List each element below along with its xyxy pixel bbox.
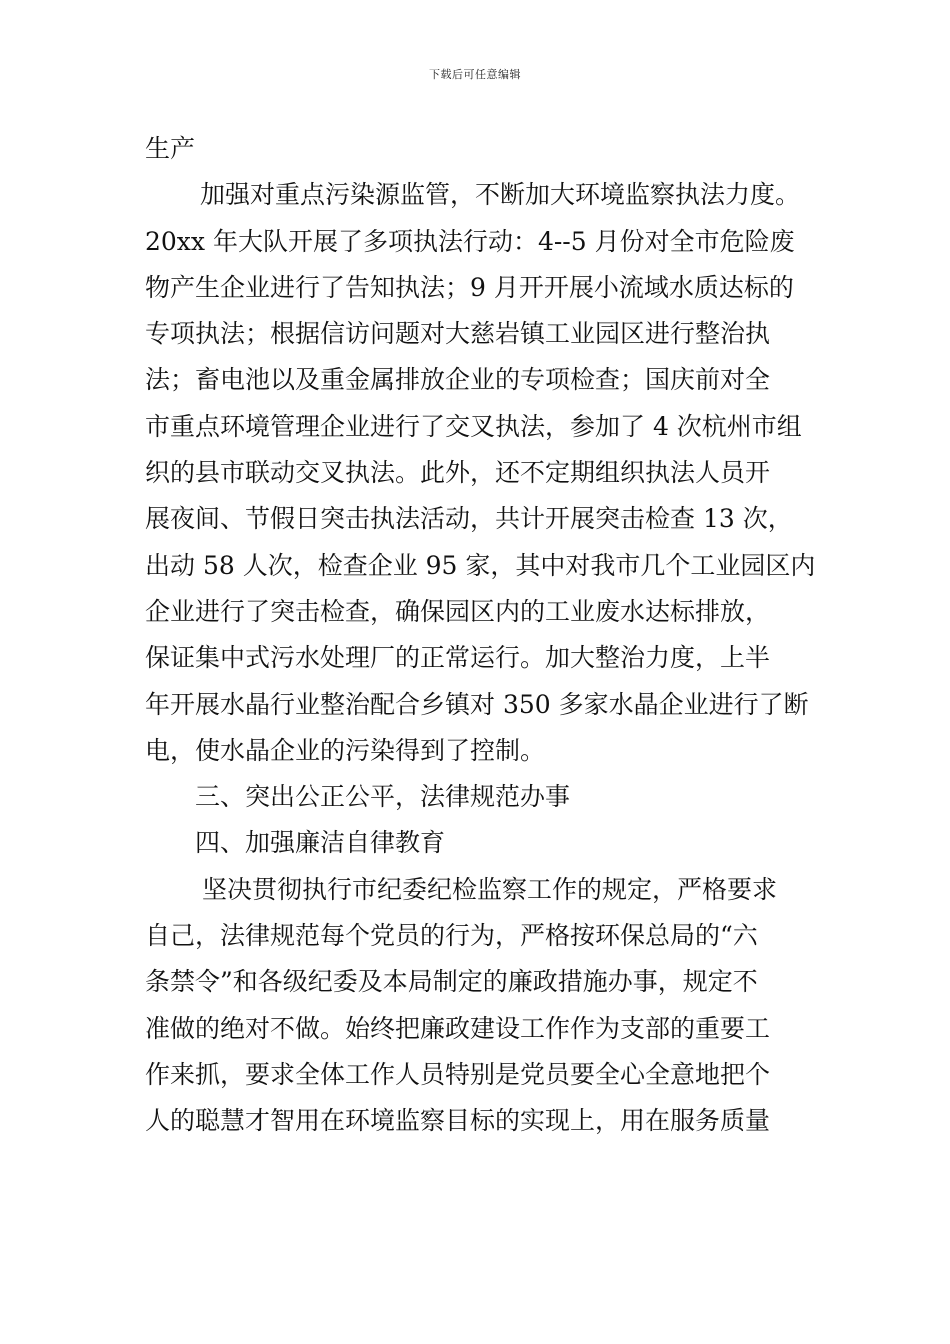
section-heading: 四、加强廉洁自律教育	[195, 828, 446, 858]
document-body	[145, 126, 816, 1145]
text-line: 专项执法；根据信访问题对大慈岩镇工业园区进行整治执	[145, 319, 771, 349]
text-line: 展夜间、节假日突击执法活动，共计开展突击检查 13 次，	[145, 504, 793, 534]
text-line: 物产生企业进行了告知执法；9 月开开展小流域水质达标的	[145, 272, 794, 302]
text-line: 人的聪慧才智用在环境监察目标的实现上，用在服务质量	[145, 1106, 771, 1136]
text-line: 条禁令”和各级纪委及本局制定的廉政措施办事，规定不	[145, 967, 758, 997]
text-line: 作来抓，要求全体工作人员特别是党员要全心全意地把个	[145, 1059, 771, 1089]
section-heading: 三、突出公正公平，法律规范办事	[195, 782, 571, 812]
text-line: 电，使水晶企业的污染得到了控制。	[145, 735, 546, 765]
text-line: 市重点环境管理企业进行了交叉执法，参加了 4 次杭州市组	[145, 411, 802, 441]
text-line: 自己，法律规范每个党员的行为，严格按环保总局的“六	[145, 921, 758, 951]
paragraph-start-line: 加强对重点污染源监管，不断加大环境监察执法力度。	[200, 180, 801, 210]
text-line: 织的县市联动交叉执法。此外，还不定期组织执法人员开	[145, 458, 771, 488]
text-line: 保证集中式污水处理厂的正常运行。加大整治力度，上半	[145, 643, 771, 673]
text-line: 法；畜电池以及重金属排放企业的专项检查；国庆前对全	[145, 365, 771, 395]
text-line: 企业进行了突击检查，确保园区内的工业废水达标排放，	[145, 596, 771, 626]
paragraph-start-line: 坚决贯彻执行市纪委纪检监察工作的规定，严格要求	[202, 874, 778, 904]
text-line: 年开展水晶行业整治配合乡镇对 350 多家水晶企业进行了断	[145, 689, 809, 719]
text-line: 出动 58 人次，检查企业 95 家，其中对我市几个工业园区内	[145, 550, 816, 580]
text-line: 准做的绝对不做。始终把廉政建设工作作为支部的重要工	[145, 1013, 771, 1043]
text-line: 生产	[145, 134, 196, 163]
header-note: 下载后可任意编辑	[429, 68, 521, 81]
text-line: 20xx 年大队开展了多项执法行动：4--5 月份对全市危险废	[145, 226, 795, 256]
